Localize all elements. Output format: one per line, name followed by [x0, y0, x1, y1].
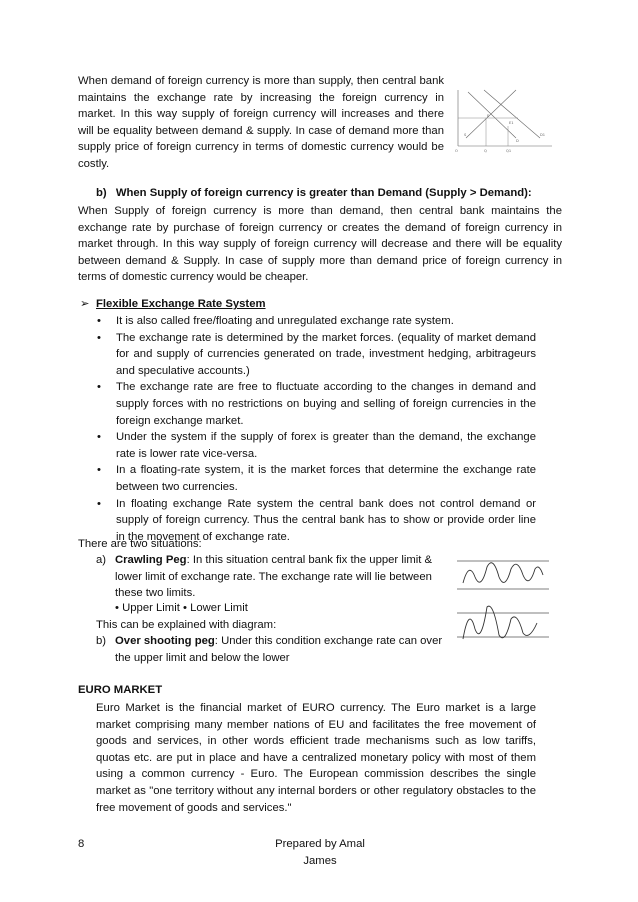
- euro-heading: EURO MARKET: [78, 684, 163, 696]
- case-b-heading: [96, 185, 532, 202]
- label-q: Q: [484, 149, 487, 153]
- bullet-text: In a floating-rate system, it is the market forces that determine the exchange rate between two currencies.: [116, 464, 536, 493]
- bullet-icon: •: [97, 431, 101, 444]
- rate-wave: [463, 563, 543, 583]
- bullet-icon: •: [97, 464, 101, 477]
- item-b-label: b): [96, 635, 107, 647]
- bullet-icon: •: [97, 381, 101, 394]
- demand-curve-shifted: [484, 90, 540, 138]
- label-q1: Q1: [506, 149, 512, 153]
- list-item: [96, 379, 536, 429]
- rate-wave: [463, 606, 537, 639]
- label-d1: D1: [540, 133, 546, 137]
- demand-supply-diagram: [454, 86, 554, 156]
- limits-line: • Upper Limit • Lower Limit: [115, 602, 248, 614]
- label-s: S: [464, 133, 467, 137]
- crawling-peg-text: : In this situation central bank fix the upper limit & lower limit of exchange rate. The exchange rate will lie between these two limits.: [115, 554, 433, 600]
- bullet-icon: •: [97, 331, 101, 344]
- label-d: D: [516, 139, 519, 143]
- bullet-text: Under the system if the supply of forex is greater than the demand, the exchange rate is lower rate vice-versa.: [116, 431, 536, 460]
- list-item: [96, 462, 536, 495]
- demand-curve: [468, 92, 516, 138]
- bullet-text: The exchange rate are free to fluctuate according to the changes in demand and supply forces with no restrictions on buying and selling of foreign currencies in the foreign exchange market.: [116, 381, 536, 427]
- list-item: [96, 429, 536, 462]
- case-b-heading-text: When Supply of foreign currency is greater than Demand (Supply > Demand):: [115, 187, 532, 199]
- item-a-label: a): [96, 554, 107, 566]
- overshooting-peg-term: Over shooting peg: [115, 635, 215, 647]
- case-b-paragraph: When Supply of foreign currency is more than demand, then central bank maintains the exchange rate by purchase of foreign currency or creates the demand of foreign currency in market through. In this way supply of foreign currency will decrease and there will be equality between demand & Supply. In case of supply more than demand price of foreign currency in terms of domestic currency would be cheaper.: [78, 205, 562, 284]
- page-number: 8: [78, 838, 85, 850]
- bullet-text: In floating exchange Rate system the central bank does not control demand or supply of foreign currency. Thus the central bank has to show or provide order line in the movement of exchange rate.: [116, 497, 536, 543]
- label-o: O: [455, 149, 458, 153]
- crawling-peg-item: [96, 552, 448, 602]
- crawling-peg-term: Crawling Peg: [115, 554, 187, 566]
- overshooting-peg-item: [96, 633, 452, 666]
- overshooting-peg-diagram: [457, 605, 549, 645]
- case-b-label: b): [96, 187, 107, 199]
- bullet-text: The exchange rate is determined by the market forces. (equality of market demand for and supply of currencies generated on trade, investment hedging, arbitrageurs and speculative accounts.): [116, 331, 536, 377]
- situations-label: There are two situations:: [78, 538, 202, 550]
- bullet-icon: •: [97, 315, 101, 327]
- euro-paragraph: Euro Market is the financial market of EURO currency. The Euro market is a large market comprising many member nations of EU and facilitates the free movement of goods and services, in other words efficient trade mechanisms such as low tariffs, quotas etc. are put in place and have a centralized monetary policy with most of them using a common currency - Euro. The European commission describes the single market as "one territory without any internal borders or other regulatory obstacles to the free movement of goods and services.": [96, 702, 536, 814]
- overshooting-peg-text: : Under this condition exchange rate can over the upper limit and below the lower: [115, 635, 443, 664]
- intro-paragraph: When demand of foreign currency is more than supply, then central bank maintains the exchange rate by increasing the foreign currency in market. In this way supply of foreign currency will increases and there will be equality between demand & supply. In case of demand more than supply price of foreign currency in terms of domestic currency would be costly.: [78, 75, 444, 170]
- bullet-text: It is also called free/floating and unregulated exchange rate system.: [116, 315, 454, 327]
- list-item: [96, 313, 536, 330]
- bullet-icon: •: [97, 497, 101, 510]
- explain-line: This can be explained with diagram:: [96, 619, 277, 631]
- crawling-peg-diagram: [457, 555, 549, 595]
- label-e1: E1: [509, 121, 514, 125]
- footer-credit: Prepared by Amal James: [275, 838, 365, 867]
- arrow-bullet-icon: ➢: [80, 298, 90, 310]
- flexible-heading-text: Flexible Exchange Rate System: [96, 298, 266, 310]
- label-e: E: [487, 114, 490, 118]
- flexible-heading: [80, 296, 266, 313]
- flexible-bullet-list: [96, 313, 536, 545]
- list-item: [96, 330, 536, 380]
